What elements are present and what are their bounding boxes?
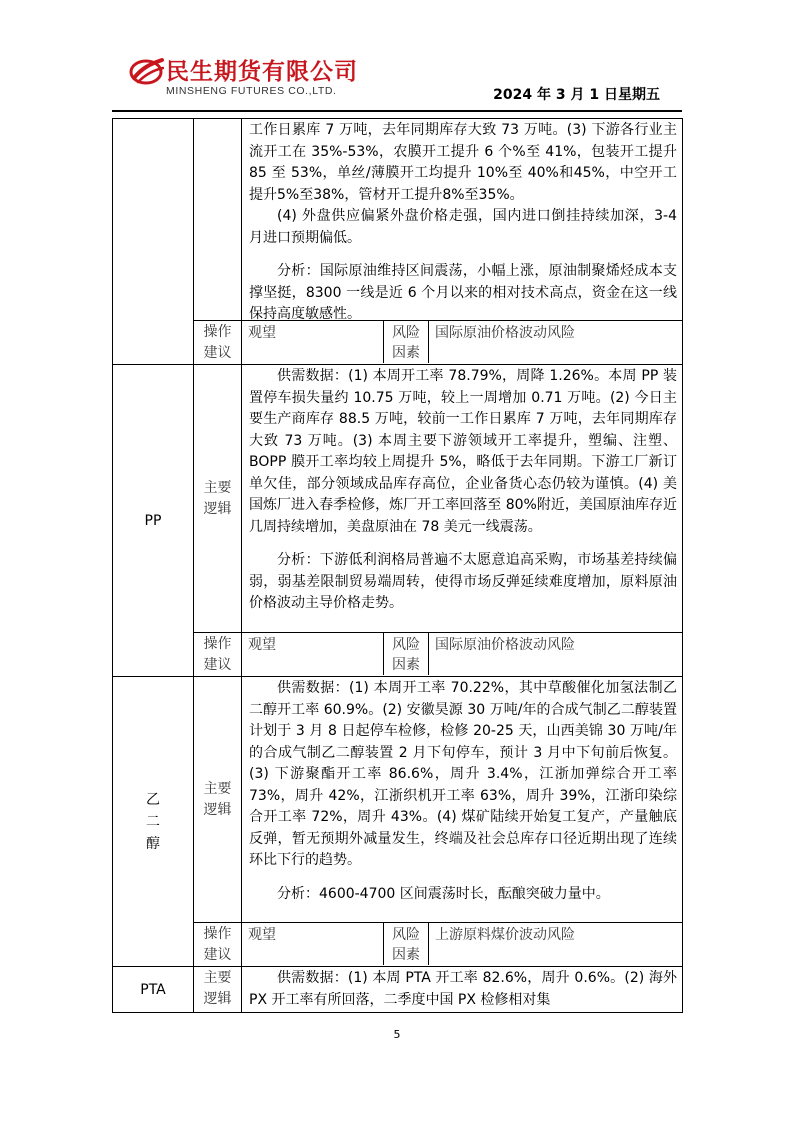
product-name: PP — [144, 512, 162, 529]
table-row — [113, 119, 683, 321]
company-logo-icon — [128, 56, 164, 86]
risk-label: 风险因素 — [384, 321, 429, 363]
operation-cell — [242, 321, 683, 365]
operation-label: 操作建议 — [203, 926, 232, 963]
logic-label-cell — [194, 677, 242, 923]
risk-value: 国际原油价格波动风险 — [435, 637, 575, 653]
table-row — [113, 923, 683, 967]
table-row — [113, 321, 683, 365]
logic-label: 主要逻辑 — [203, 781, 232, 818]
product-name-cell — [113, 365, 194, 677]
company-name-cn: 民生期货有限公司 — [166, 59, 358, 85]
header-divider — [112, 110, 682, 112]
operation-label-cell — [194, 633, 242, 677]
operation-cell — [242, 923, 683, 967]
operation-cell — [242, 633, 683, 677]
logic-label-cell — [194, 365, 242, 633]
product-name: PTA — [140, 981, 166, 998]
operation-label-cell — [194, 321, 242, 365]
logic-label: 主要逻辑 — [203, 970, 232, 1007]
product-name-cell — [113, 967, 194, 1013]
table-row — [113, 677, 683, 923]
operation-label: 操作建议 — [203, 324, 232, 361]
operation-label-cell — [194, 923, 242, 967]
analysis-text: 分析：国际原油维持区间震荡，小幅上涨，原油制聚烯烃成本支撑坚挺，8300 一线是近 6 个月以来的相对技术高点，资金在这一线保持高度敏感性。 — [249, 263, 677, 322]
analysis-text: 分析：下游低利润格局普遍不太愿意追高采购，市场基差持续偏弱，弱基差限制贸易端周转，使得市场反弹延续难度增加，原料原油价格波动主导价格走势。 — [249, 552, 677, 611]
supply-text: 供需数据：(1) 本周 PTA 开工率 82.6%，周升 0.6%。(2) 海外 PX 开工率有所回落，二季度中国 PX 检修相对集 — [249, 970, 677, 1008]
operation-value: 观望 — [242, 633, 384, 675]
operation-value: 观望 — [242, 321, 384, 363]
logic-content-cell — [242, 365, 683, 633]
table-row — [113, 633, 683, 677]
logic-label-cell — [194, 119, 242, 321]
risk-value: 国际原油价格波动风险 — [435, 325, 575, 341]
logic-content-cell — [242, 119, 683, 321]
supply-text: 工作日累库 7 万吨，去年同期库存大致 73 万吨。(3) 下游各行业主流开工在 35%-53%，农膜开工提升 6 个%至 41%，包装开工提升 85 至 53%，单丝/薄膜开工均提升 10%至 40%和45%，中空开工提升5%至38%，管材开工提升8%至35%。 — [249, 122, 677, 203]
operation-label: 操作建议 — [203, 636, 232, 673]
analysis-table — [112, 118, 683, 1013]
logic-content-cell — [242, 677, 683, 923]
risk-label: 风险因素 — [384, 633, 429, 675]
page-number: 5 — [393, 1028, 401, 1041]
product-name: 乙二醇 — [146, 791, 160, 852]
table-row — [113, 967, 683, 1013]
supply-text: 供需数据：(1) 本周开工率 70.22%，其中草酸催化加氢法制乙二醇开工率 60.9%。(2) 安徽昊源 30 万吨/年的合成气制乙二醇装置计划于 3 月 8 日起停车检修，检修 20-25 天，山西美锦 30 万吨/年的合成气制乙二醇装置 2 月下旬停车，预计 3 月中下旬前后恢复。(3) 下游聚酯开工率 86.6%，周升 3.4%，江浙加弹综合开工率 73%，周升 42%，江浙织机开工率 63%，周升 39%，江浙印染综合开工率 72%，周升 43%。(4) 煤矿陆续开始复工复产，产量触底反弹，暂无预期外减量发生，终端及社会总库存口径近期出现了连续环比下行的趋势。 — [249, 680, 677, 868]
table-row — [113, 365, 683, 633]
logic-label: 主要逻辑 — [203, 480, 232, 517]
supply-text: 供需数据：(1) 本周开工率 78.79%，周降 1.26%。本周 PP 装置停车损失量约 10.75 万吨，较上一周增加 0.71 万吨。(2) 今日主要生产商库存 88.5 万吨，较前一工作日累库 7 万吨，去年同期库存大致 73 万吨。(3) 本周主要下游领域开工率提升，塑编、注塑、BOPP 膜开工率均较上周提升 5%，略低于去年同期。下游工厂新订单欠佳，部分领域成品库存高位，企业备货心态仍较为谨慎。(4) 美国炼厂进入春季检修，炼厂开工率回落至 80%附近，美国原油库存近几周持续增加，美盘原油在 78 美元一线震荡。 — [249, 368, 677, 535]
page-header — [0, 0, 794, 112]
logic-content-cell — [242, 967, 683, 1013]
operation-value: 观望 — [242, 923, 384, 965]
company-name-en: MINSHENG FUTURES CO.,LTD. — [166, 85, 337, 97]
product-name-cell — [113, 119, 194, 365]
risk-value: 上游原料煤价波动风险 — [435, 927, 575, 943]
report-date: 2024 年 3 月 1 日星期五 — [493, 87, 660, 103]
supply-text: (4) 外盘供应偏紧外盘价格走强，国内进口倒挂持续加深，3-4 月进口预期偏低。 — [249, 208, 677, 246]
risk-label: 风险因素 — [384, 923, 429, 965]
product-name-cell — [113, 677, 194, 967]
logic-label-cell — [194, 967, 242, 1013]
analysis-text: 分析：4600-4700 区间震荡时长，酝酿突破力量中。 — [277, 885, 610, 902]
